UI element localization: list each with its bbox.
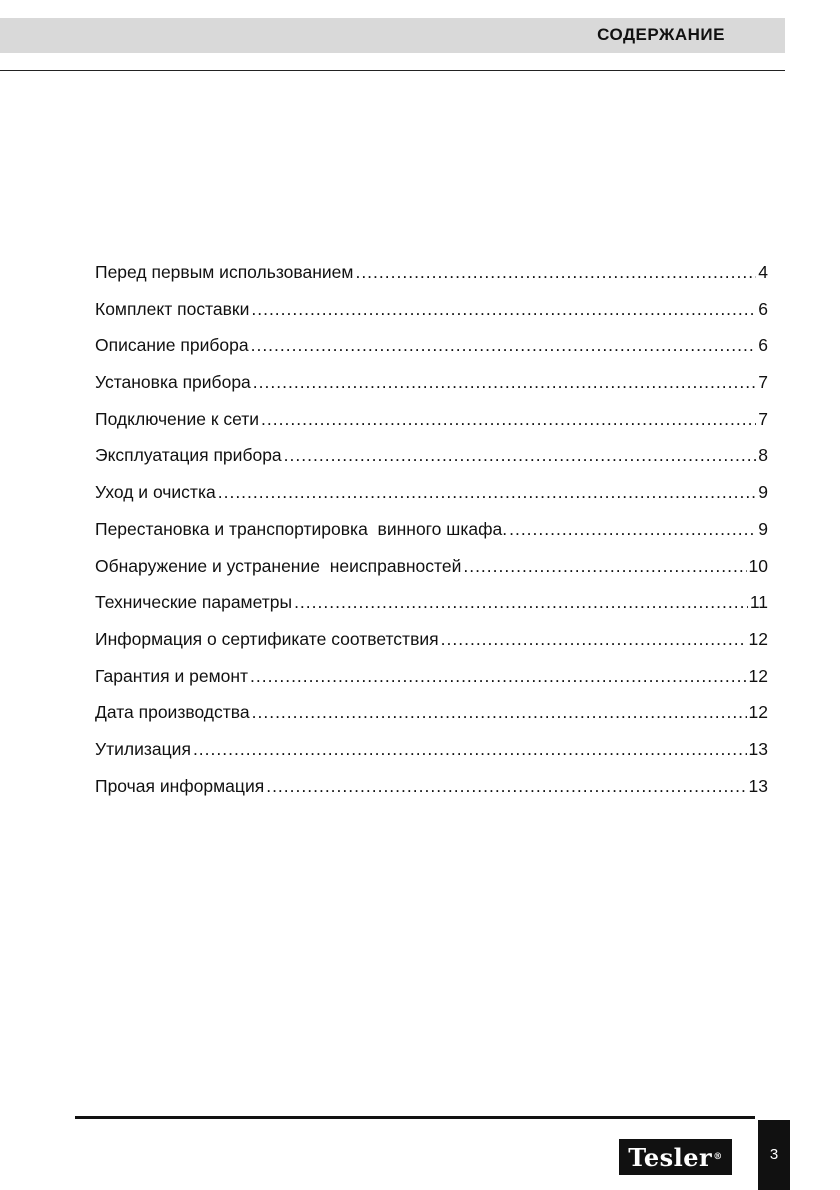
- toc-item-page: 7: [758, 372, 768, 393]
- toc-item[interactable]: [95, 702, 768, 739]
- toc-leader-dots: [294, 592, 748, 613]
- toc-leader-dots: [463, 556, 746, 577]
- toc-item[interactable]: [95, 629, 768, 666]
- toc-item-page: 10: [748, 555, 768, 576]
- toc-leader-dots: [266, 776, 746, 797]
- toc-item-title: Обнаружение и устранение неисправностей: [95, 555, 462, 576]
- toc-item[interactable]: [95, 409, 768, 446]
- toc-item[interactable]: [95, 739, 768, 776]
- toc-item-page: 6: [758, 298, 768, 319]
- toc-leader-dots: [250, 666, 747, 687]
- toc-item[interactable]: [95, 482, 768, 519]
- toc-item-page: 12: [748, 702, 768, 723]
- page-title: СОДЕРЖАНИЕ: [597, 25, 725, 44]
- header-band: [0, 18, 785, 53]
- toc-leader-dots: [218, 482, 757, 503]
- toc-item-page: 12: [748, 628, 768, 649]
- toc-item-title: Прочая информация: [95, 775, 265, 796]
- toc-item-page: 8: [758, 445, 768, 466]
- toc-item-page: 7: [758, 408, 768, 429]
- toc-item[interactable]: [95, 592, 768, 629]
- toc-item-page: 13: [748, 738, 768, 759]
- toc-item-title: Уход и очистка: [95, 482, 216, 503]
- toc-item-title: Установка прибора: [95, 372, 251, 393]
- toc-item-title: Утилизация: [95, 738, 191, 759]
- toc-item[interactable]: [95, 445, 768, 482]
- toc-leader-dots: [441, 629, 747, 650]
- toc-leader-dots: [509, 519, 756, 540]
- toc-leader-dots: [251, 299, 756, 320]
- toc-item-page: 4: [758, 262, 768, 282]
- toc-item[interactable]: [95, 776, 768, 813]
- toc-item-page: 9: [758, 482, 768, 503]
- table-of-contents: [95, 262, 768, 812]
- toc-item[interactable]: [95, 299, 768, 336]
- toc-item[interactable]: [95, 335, 768, 372]
- toc-item-title: Дата производства: [95, 702, 250, 723]
- toc-leader-dots: [284, 445, 757, 466]
- toc-leader-dots: [251, 335, 757, 356]
- toc-item[interactable]: [95, 556, 768, 593]
- toc-item-title: Описание прибора: [95, 335, 249, 356]
- toc-item-title: Технические параметры: [95, 592, 293, 613]
- toc-item-title: Подключение к сети: [95, 408, 260, 429]
- toc-item-page: 9: [758, 518, 768, 539]
- toc-item-title: Комплект поставки: [95, 298, 250, 319]
- toc-item[interactable]: [95, 666, 768, 703]
- header-divider: [0, 70, 785, 71]
- toc-item[interactable]: [95, 372, 768, 409]
- page-number-tab: [758, 1120, 790, 1190]
- toc-item-page: 13: [748, 775, 768, 796]
- toc-leader-dots: [252, 702, 747, 723]
- registered-mark: ®: [713, 1152, 723, 1162]
- toc-leader-dots: [261, 409, 756, 430]
- toc-item-title: Эксплуатация прибора: [95, 445, 282, 466]
- toc-item-page: 11: [749, 592, 768, 613]
- toc-item[interactable]: [95, 262, 768, 299]
- tesler-logo: [619, 1139, 732, 1175]
- toc-leader-dots: [253, 372, 756, 393]
- toc-item-title: Информация о сертификате соответствия: [95, 628, 439, 649]
- toc-item-title: Гарантия и ремонт: [95, 665, 249, 686]
- toc-item-title: Перед первым использованием: [95, 262, 354, 282]
- toc-leader-dots: [193, 739, 747, 760]
- toc-item[interactable]: [95, 519, 768, 556]
- page-number: 3: [769, 1146, 779, 1163]
- footer-divider: [75, 1116, 755, 1119]
- logo-text: Tesler: [628, 1142, 713, 1172]
- toc-item-page: 6: [758, 335, 768, 356]
- toc-item-title: Перестановка и транспортировка винного шкафа.: [95, 518, 508, 539]
- toc-item-page: 12: [748, 665, 768, 686]
- toc-leader-dots: [355, 262, 756, 283]
